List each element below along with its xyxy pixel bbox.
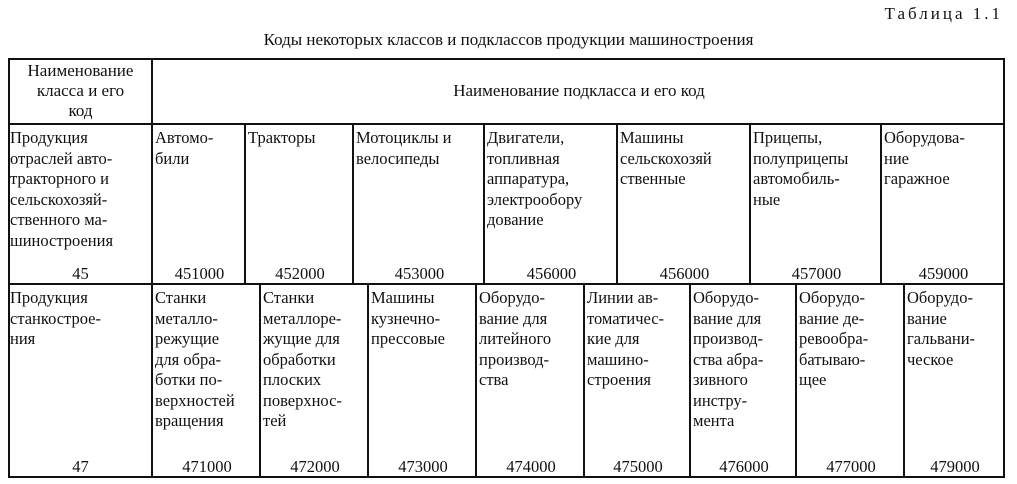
subclass-code: 459000 (918, 264, 969, 283)
class-name: Продукция отраслей авто- тракторного и сельскохозяй- ственного ма- шиностроения (10, 128, 114, 250)
row-class-cell (8, 283, 153, 478)
subclass-name: Тракторы (248, 128, 316, 147)
subclass-code: 477000 (826, 457, 876, 476)
subclass-cell (795, 283, 905, 478)
subclass-code: 452000 (275, 264, 325, 283)
subclass-cell (749, 123, 882, 285)
subclass-name: Оборудо- вание де- ревообра- батываю- щее (799, 288, 869, 389)
subclass-code: 472000 (290, 457, 340, 476)
subclass-name: Машины сельскохозяй ственные (620, 128, 712, 188)
subclass-cell (352, 123, 485, 285)
subclass-cell (483, 123, 618, 285)
subclass-code: 451000 (174, 264, 225, 283)
subclass-code: 474000 (506, 457, 556, 476)
subclass-code: 475000 (613, 457, 663, 476)
class-code: 47 (72, 457, 89, 476)
header-class-label: Наименование класса и его код (27, 60, 134, 120)
subclass-name: Линии ав- томатичес- кие для машино- строения (587, 288, 665, 389)
subclass-cell (151, 283, 261, 478)
class-code: 45 (72, 264, 89, 283)
subclass-code: 471000 (182, 457, 232, 476)
subclass-name: Станки металло- режущие для обра- ботки по- верхностей вращения (155, 288, 235, 430)
subclass-code: 453000 (394, 264, 445, 283)
subclass-cell (244, 123, 354, 285)
subclass-cell (903, 283, 1005, 478)
row-class-cell (8, 123, 153, 285)
subclass-code: 456000 (526, 264, 577, 283)
subclass-name: Автомо- били (155, 128, 214, 168)
subclass-code: 479000 (930, 457, 980, 476)
subclass-name: Станки металлоре- жущие для обработки плоских поверхнос- тей (263, 288, 342, 430)
subclass-name: Двигатели, топливная аппаратура, электрообору дование (487, 128, 583, 229)
subclass-name: Мотоциклы и велосипеды (356, 128, 452, 168)
subclass-cell (583, 283, 691, 478)
header-class-column (8, 58, 153, 123)
subclass-name: Оборудо- вание для производ- ства абра- зивного инстру- мента (693, 288, 764, 430)
subclass-cell (367, 283, 477, 478)
subclass-name: Машины кузнечно- прессовые (371, 288, 445, 348)
subclass-cell (259, 283, 369, 478)
subclass-cell (475, 283, 585, 478)
subclass-code: 473000 (398, 457, 448, 476)
subclass-code: 476000 (719, 457, 769, 476)
subclass-cell (689, 283, 797, 478)
header-subclass-column (151, 58, 1005, 123)
subclass-name: Оборудова- ние гаражное (884, 128, 965, 188)
subclass-cell (616, 123, 751, 285)
table-title: Коды некоторых классов и подклассов продукции машиностроения (263, 30, 754, 49)
class-name: Продукция станкострое- ния (10, 288, 101, 348)
subclass-cell (151, 123, 246, 285)
subclass-cell (880, 123, 1005, 285)
codes-table (8, 58, 1005, 478)
subclass-code: 457000 (791, 264, 842, 283)
subclass-code: 456000 (659, 264, 710, 283)
header-subclass-label: Наименование подкласса и его код (453, 80, 705, 100)
subclass-name: Оборудо- вание для литейного производ- ства (479, 288, 552, 389)
table-label: Таблица 1.1 (884, 4, 1003, 23)
subclass-name: Оборудо- вание гальвани- ческое (907, 288, 976, 369)
subclass-name: Прицепы, полуприцепы автомобиль- ные (753, 128, 849, 209)
